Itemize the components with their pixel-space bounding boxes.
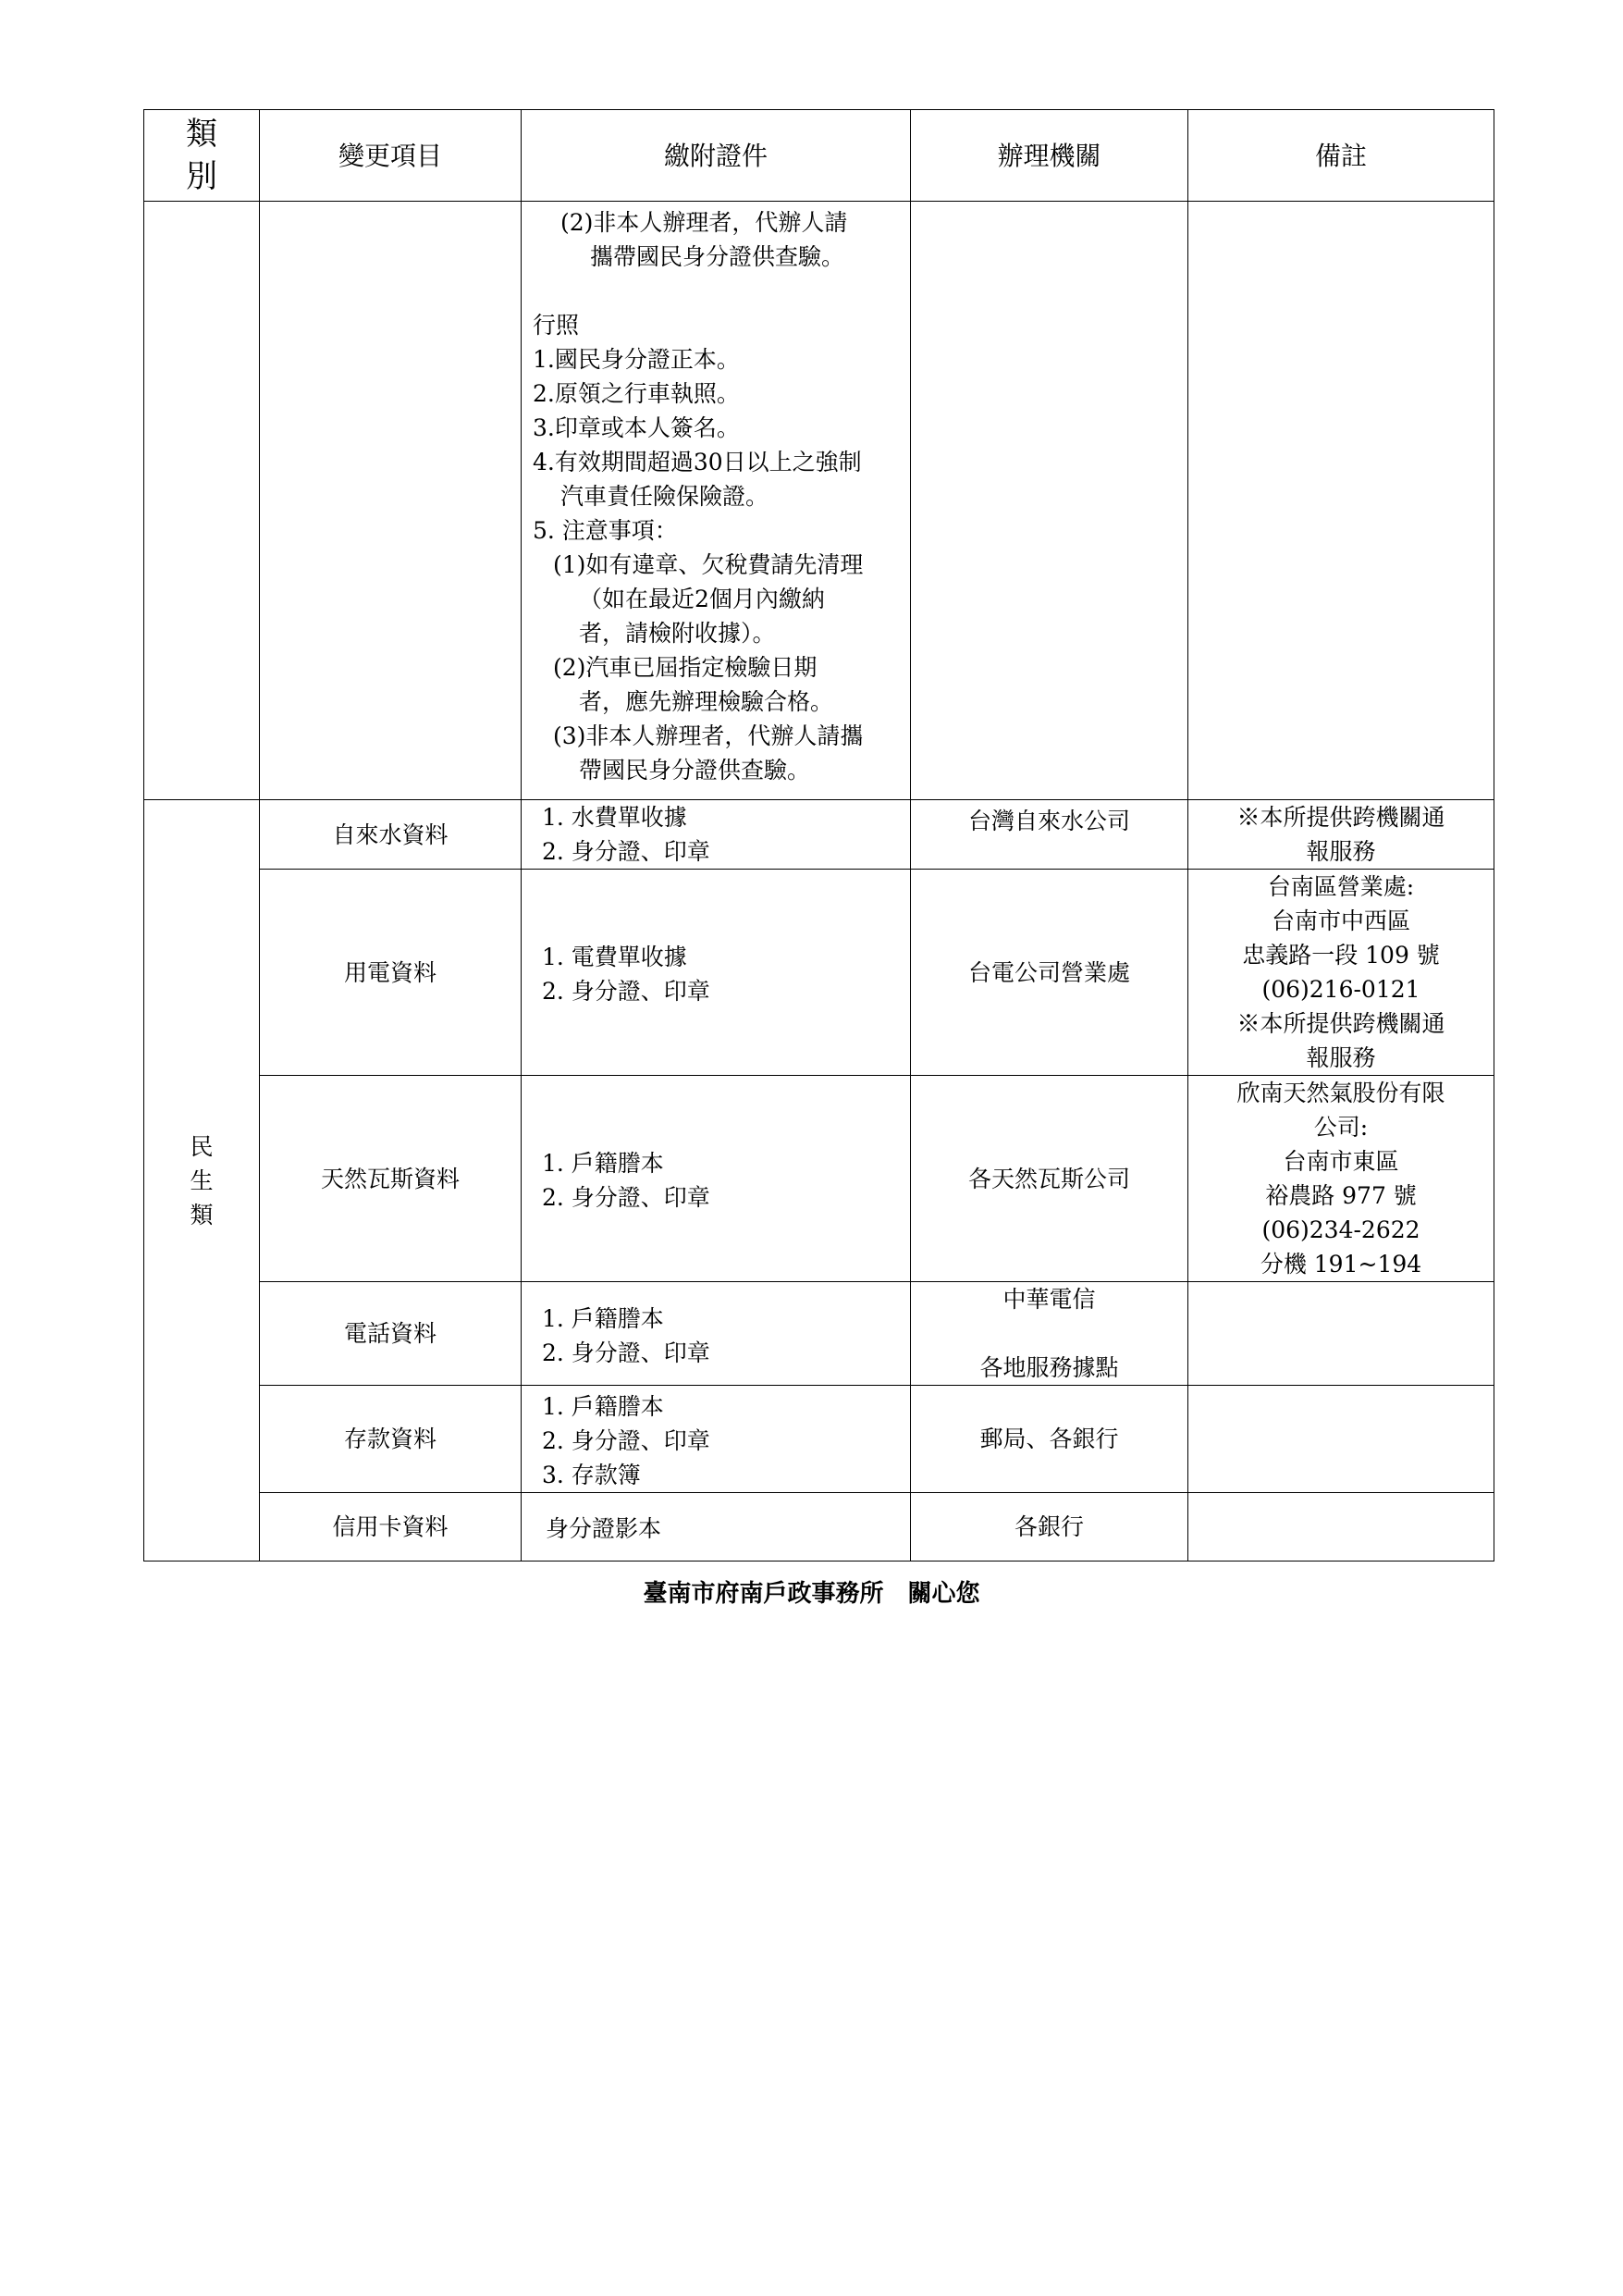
- item-cell: 存款資料: [260, 1386, 522, 1493]
- remarks-cell: [1188, 1386, 1494, 1493]
- agency-cell: [911, 870, 1188, 1076]
- remark-line: 報服務: [1306, 838, 1376, 865]
- header-category: [144, 110, 260, 202]
- category-char: 民: [190, 1132, 214, 1160]
- doc-line: 1. 戶籍謄本: [542, 1150, 664, 1177]
- category-char: 生: [190, 1167, 214, 1194]
- doc-line: 帶國民身分證供查驗。: [579, 757, 811, 784]
- doc-line: 2. 身分證、印章: [542, 1184, 710, 1211]
- footer-note: 臺南市府南戶政事務所 關心您: [643, 1580, 980, 1608]
- remark-line: 分機 191~194: [1260, 1251, 1422, 1278]
- livelihood-category: [144, 800, 260, 1562]
- remark-line: 欣南天然氣股份有限: [1236, 1080, 1445, 1106]
- doc-line: (3)非本人辦理者，代辦人請攜: [553, 722, 864, 749]
- doc-line: 3.印章或本人簽名。: [533, 414, 740, 441]
- category-char: 類: [190, 1201, 214, 1228]
- agency-line: 中華電信: [1002, 1286, 1096, 1313]
- item-cell: 電話資料: [260, 1282, 522, 1386]
- doc-line: 1.國民身分證正本。: [533, 346, 740, 373]
- remark-line: ※本所提供跨機關通: [1236, 804, 1445, 831]
- continued-item: [260, 202, 522, 800]
- documents-cell: [522, 1493, 911, 1562]
- item-cell: 天然瓦斯資料: [260, 1076, 522, 1282]
- doc-line: 5. 注意事項：: [533, 517, 678, 544]
- doc-line: 2. 身分證、印章: [542, 838, 710, 865]
- doc-line: 2. 身分證、印章: [542, 1339, 710, 1366]
- agency-cell: [911, 1493, 1188, 1562]
- table-row: [144, 800, 1494, 870]
- header-row: [144, 110, 1494, 202]
- remark-line: 裕農路 977 號: [1265, 1182, 1417, 1209]
- doc-line: (2)非本人辦理者，代辦人請: [560, 209, 848, 236]
- remarks-cell: [1188, 1282, 1494, 1386]
- agency-cell: [911, 1282, 1188, 1386]
- table-row: [144, 1386, 1494, 1493]
- agency-cell: [911, 1076, 1188, 1282]
- remark-line: 台南區營業處:: [1267, 873, 1415, 900]
- documents-cell: [522, 800, 911, 870]
- agency-line: 各天然瓦斯公司: [967, 1165, 1130, 1192]
- agency-line: 各銀行: [1014, 1513, 1084, 1540]
- doc-line: 者，請檢附收據）。: [579, 620, 776, 647]
- doc-line: (1)如有違章、欠稅費請先清理: [553, 551, 864, 578]
- doc-line: [533, 274, 903, 308]
- agency-line: [911, 1316, 1187, 1351]
- doc-line: 1. 水費單收據: [542, 804, 687, 831]
- item-cell: 自來水資料: [260, 800, 522, 870]
- agency-cell: [911, 1386, 1188, 1493]
- remark-line: ※本所提供跨機關通: [1236, 1010, 1445, 1037]
- doc-line: 1. 戶籍謄本: [542, 1393, 664, 1420]
- doc-line: 身分證影本: [546, 1515, 662, 1542]
- remarks-cell: [1188, 870, 1494, 1076]
- documents-cell: [522, 870, 911, 1076]
- documents-cell: [522, 1282, 911, 1386]
- table-row: [144, 870, 1494, 1076]
- documents-cell: [522, 1076, 911, 1282]
- doc-line: 行照: [533, 312, 580, 339]
- header-category-char: 別: [186, 158, 217, 195]
- item-cell: 信用卡資料: [260, 1493, 522, 1562]
- agency-cell: [911, 800, 1188, 870]
- agency-line: 台灣自來水公司: [967, 808, 1130, 834]
- doc-line: 2. 身分證、印章: [542, 978, 710, 1005]
- remarks-cell: [1188, 800, 1494, 870]
- agency-line: 台電公司營業處: [967, 958, 1130, 986]
- remark-line: (06)216-0121: [1261, 976, 1420, 1003]
- doc-line: 者，應先辦理檢驗合格。: [579, 688, 834, 715]
- remark-line: 公司:: [1313, 1114, 1369, 1141]
- item-cell: 用電資料: [260, 870, 522, 1076]
- header-remarks: 備註: [1188, 110, 1494, 202]
- continued-agency: [911, 202, 1188, 800]
- documents-cell: [522, 1386, 911, 1493]
- remarks-cell: [1188, 1076, 1494, 1282]
- doc-line: 4.有效期間超過30日以上之強制: [533, 449, 862, 475]
- continued-documents: [522, 202, 911, 800]
- agency-line: 各地服務據點: [979, 1354, 1119, 1381]
- doc-line: 3. 存款簿: [542, 1462, 641, 1488]
- continued-row: [144, 202, 1494, 800]
- document-table: [143, 109, 1494, 1562]
- remark-line: (06)234-2622: [1261, 1216, 1420, 1243]
- continued-category: [144, 202, 260, 800]
- doc-line: 1. 戶籍謄本: [542, 1304, 664, 1332]
- doc-line: 2. 身分證、印章: [542, 1427, 710, 1454]
- remark-line: 台南市中西區: [1271, 907, 1410, 934]
- table-row: [144, 1076, 1494, 1282]
- doc-line: 2.原領之行車執照。: [533, 380, 740, 407]
- doc-line: (2)汽車已屆指定檢驗日期: [553, 654, 818, 681]
- table-row: [144, 1282, 1494, 1386]
- remarks-cell: [1188, 1493, 1494, 1562]
- table-row: [144, 1493, 1494, 1562]
- remark-line: 忠義路一段 109 號: [1242, 942, 1440, 969]
- header-agency: 辦理機關: [911, 110, 1188, 202]
- doc-line: 攜帶國民身分證供查驗。: [590, 243, 845, 270]
- remark-line: 台南市東區: [1283, 1148, 1399, 1175]
- header-item: 變更項目: [260, 110, 522, 202]
- header-category-char: 類: [186, 116, 217, 153]
- continued-remarks: [1188, 202, 1494, 800]
- doc-line: （如在最近2個月內繳納: [579, 586, 825, 612]
- header-documents: 繳附證件: [522, 110, 911, 202]
- doc-line: 1. 電費單收據: [542, 944, 687, 970]
- agency-line: 郵局、各銀行: [979, 1426, 1119, 1452]
- doc-line: 汽車責任險保險證。: [560, 483, 769, 510]
- remark-line: 報服務: [1306, 1044, 1376, 1071]
